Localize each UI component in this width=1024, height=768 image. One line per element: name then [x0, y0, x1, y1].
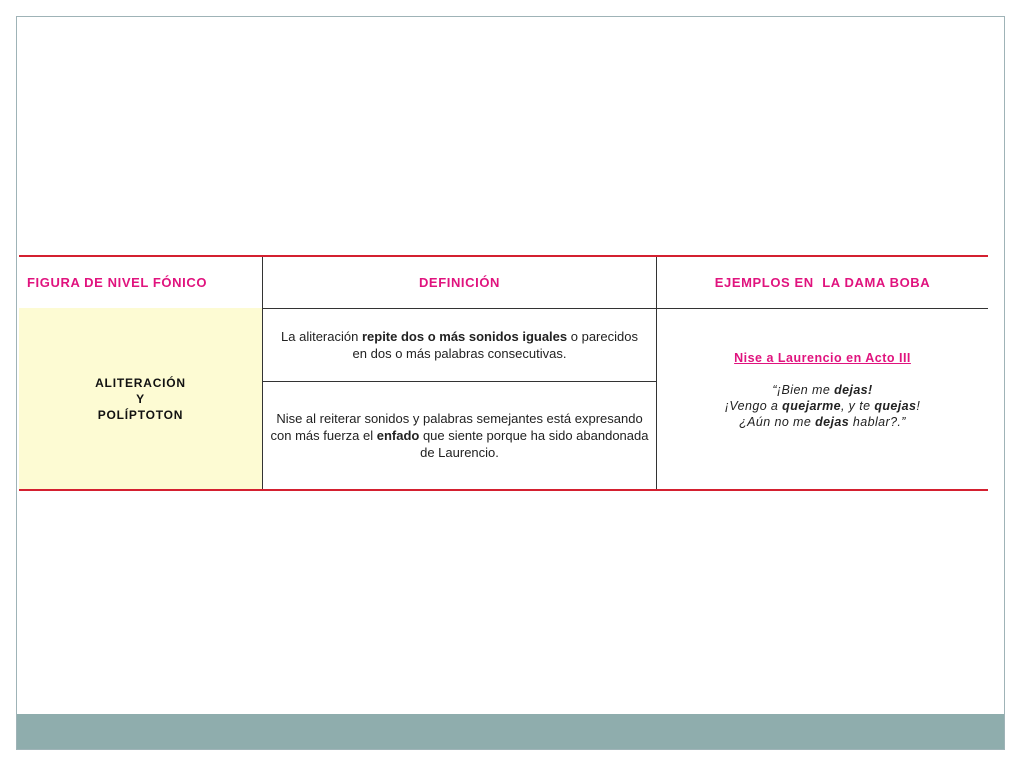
header-ejemplos: EJEMPLOS EN LA DAMA BOBA [656, 257, 988, 308]
definition-bold: repite dos o más sonidos iguales [361, 329, 568, 344]
term-line-1: ALITERACIÓN [95, 375, 186, 390]
term-line-3: POLÍPTOTON [97, 407, 184, 422]
term-line-2: Y [136, 391, 145, 406]
example-line-3 [739, 414, 906, 430]
example-cell [656, 309, 988, 489]
example-text: ¡Vengo a [724, 399, 783, 413]
example-line-1 [772, 382, 872, 398]
example-text: “¡Bien me [772, 383, 835, 397]
definition-enfado [262, 382, 656, 489]
definition-aliteracion [262, 309, 656, 381]
example-line-2 [725, 398, 920, 414]
example-text: ! [916, 399, 921, 413]
footer-band [17, 714, 1004, 749]
definition-text: o parecidos en dos o más palabras consecutivas. [352, 329, 638, 361]
table-bottom-rule [19, 489, 988, 491]
figure-table [19, 255, 988, 491]
definition-aliteracion-text [279, 328, 640, 362]
definition-text: Nise al reiterar sonidos y palabras semejantes está expresando con más fuerza el [270, 411, 643, 443]
term-cell [19, 308, 262, 489]
example-bold: dejas [815, 415, 850, 429]
example-text: ¿Aún no me [739, 415, 816, 429]
definition-text: La aliteración [281, 329, 362, 344]
definition-bold: enfado [376, 428, 420, 443]
definition-enfado-text [269, 410, 650, 461]
example-bold: quejas [874, 399, 917, 413]
example-text: , y te [840, 399, 875, 413]
example-text: hablar?.” [849, 415, 906, 429]
header-definicion: DEFINICIÓN [262, 257, 656, 308]
example-bold: dejas! [834, 383, 873, 397]
definition-text: que siente porque ha sido abandonada de Laurencio. [419, 428, 649, 460]
header-figura: FIGURA DE NIVEL FÓNICO [27, 275, 208, 290]
example-title: Nise a Laurencio en Acto III [734, 351, 911, 365]
example-bold: quejarme [782, 399, 841, 413]
